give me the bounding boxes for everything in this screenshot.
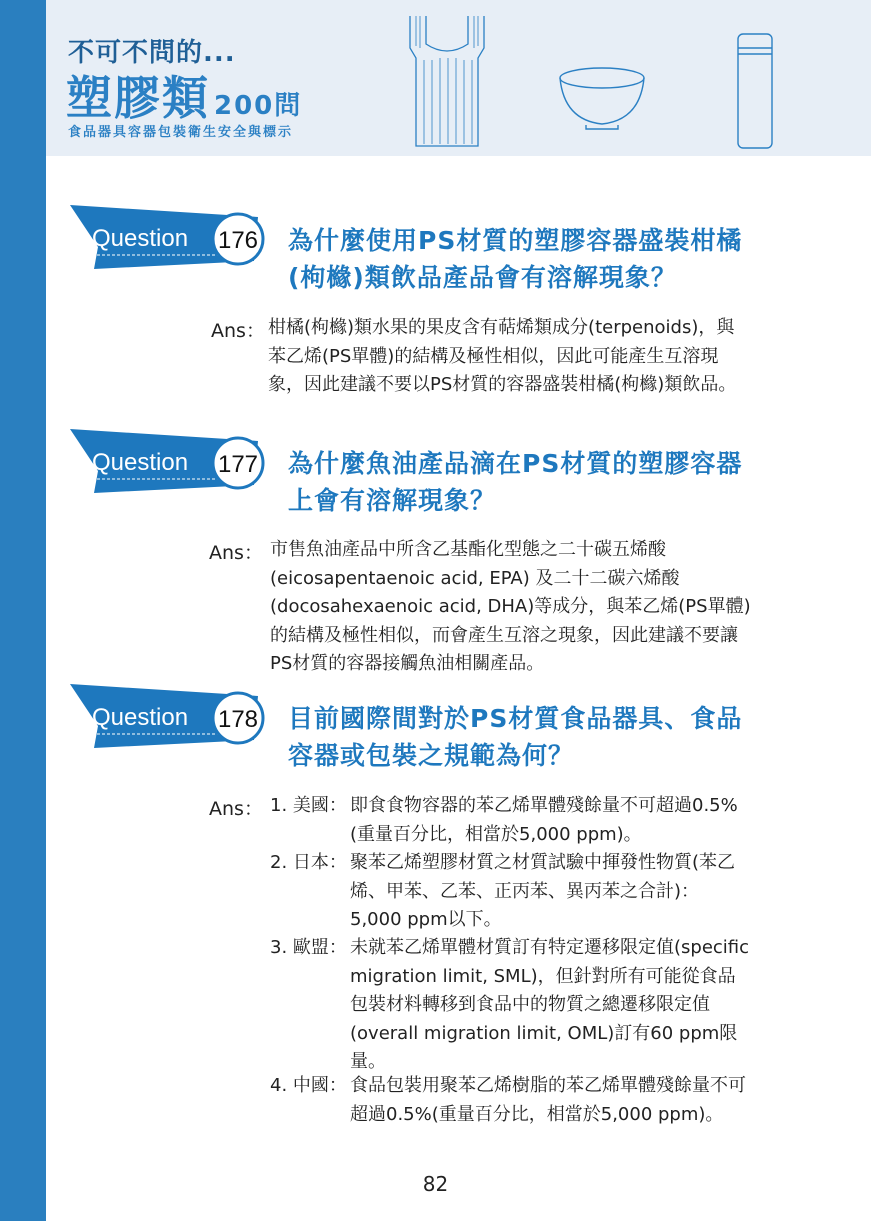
question-badge-label: Question [92,225,189,252]
list-item-head: 2. 日本： [270,852,347,873]
question-badge [68,682,268,752]
question-badge-label: Question [92,704,189,731]
question-title: 目前國際間對於PS材質食品器具、食品容器或包裝之規範為何？ [288,704,743,770]
list-item-body: 未就苯乙烯單體材質訂有特定遷移限定值(specific migration limit, SML)，但針對所有可能從食品包裝材料轉移到食品中的物質之總遷移限定值(overall migration limit, OML)訂有60 ppm限量。 [350,937,750,1072]
bowl-icon [560,68,644,129]
question-number: 177 [217,451,259,478]
header-title-number: 200問 [214,91,303,121]
plastic-bag-icon [410,16,484,146]
answer-label: Ans： [211,320,265,342]
header-subtitle: 不可不問的... [68,38,236,68]
list-item-body: 即食食物容器的苯乙烯單體殘餘量不可超過0.5%(重量百分比，相當於5,000 ppm)。 [350,795,738,845]
question-title: 為什麼使用PS材質的塑膠容器盛裝柑橘(枸櫞)類飲品產品會有溶解現象？ [288,226,743,292]
header-illustration [380,8,800,153]
question-number: 176 [217,227,259,254]
bottle-icon [738,34,772,148]
header-title [66,62,302,128]
question-badge [68,427,268,497]
page-number: 82 [422,1172,449,1196]
question-badge-label: Question [92,449,189,476]
list-item-head: 4. 中國： [270,1075,347,1096]
header-tagline: 食品器具容器包裝衛生安全與標示 [68,125,294,140]
question-title: 為什麼魚油產品滴在PS材質的塑膠容器上會有溶解現象？ [288,449,743,515]
question-number: 178 [217,706,259,733]
answer-label: Ans： [209,542,263,564]
list-item-head: 1. 美國： [270,795,347,816]
header-title-text: 塑膠類 [66,71,210,125]
list-item-head: 3. 歐盟： [270,937,347,958]
left-sidebar-band [0,0,46,1221]
answer-text: 市售魚油產品中所含乙基酯化型態之二十碳五烯酸(eicosapentaenoic acid, EPA) 及二十二碳六烯酸(docosahexaenoic acid, DHA)等成分，與苯乙烯(PS單體)的結構及極性相似，而會產生互溶之現象，因此建議不要讓PS材質的容器接觸魚油相關產品。 [270,539,751,674]
answer-label: Ans： [209,798,263,820]
answer-text: 柑橘(枸櫞)類水果的果皮含有萜烯類成分(terpenoids)，與苯乙烯(PS單體)的結構及極性相似，因此可能產生互溶現象，因此建議不要以PS材質的容器盛裝柑橘(枸櫞)類飲品。 [268,317,737,395]
list-item-body: 食品包裝用聚苯乙烯樹脂的苯乙烯單體殘餘量不可超過0.5%(重量百分比，相當於5,000 ppm)。 [350,1075,746,1125]
question-badge [68,203,268,273]
list-item-body: 聚苯乙烯塑膠材質之材質試驗中揮發性物質(苯乙烯、甲苯、乙苯、正丙苯、異丙苯之合計)：5,000 ppm以下。 [350,852,736,930]
